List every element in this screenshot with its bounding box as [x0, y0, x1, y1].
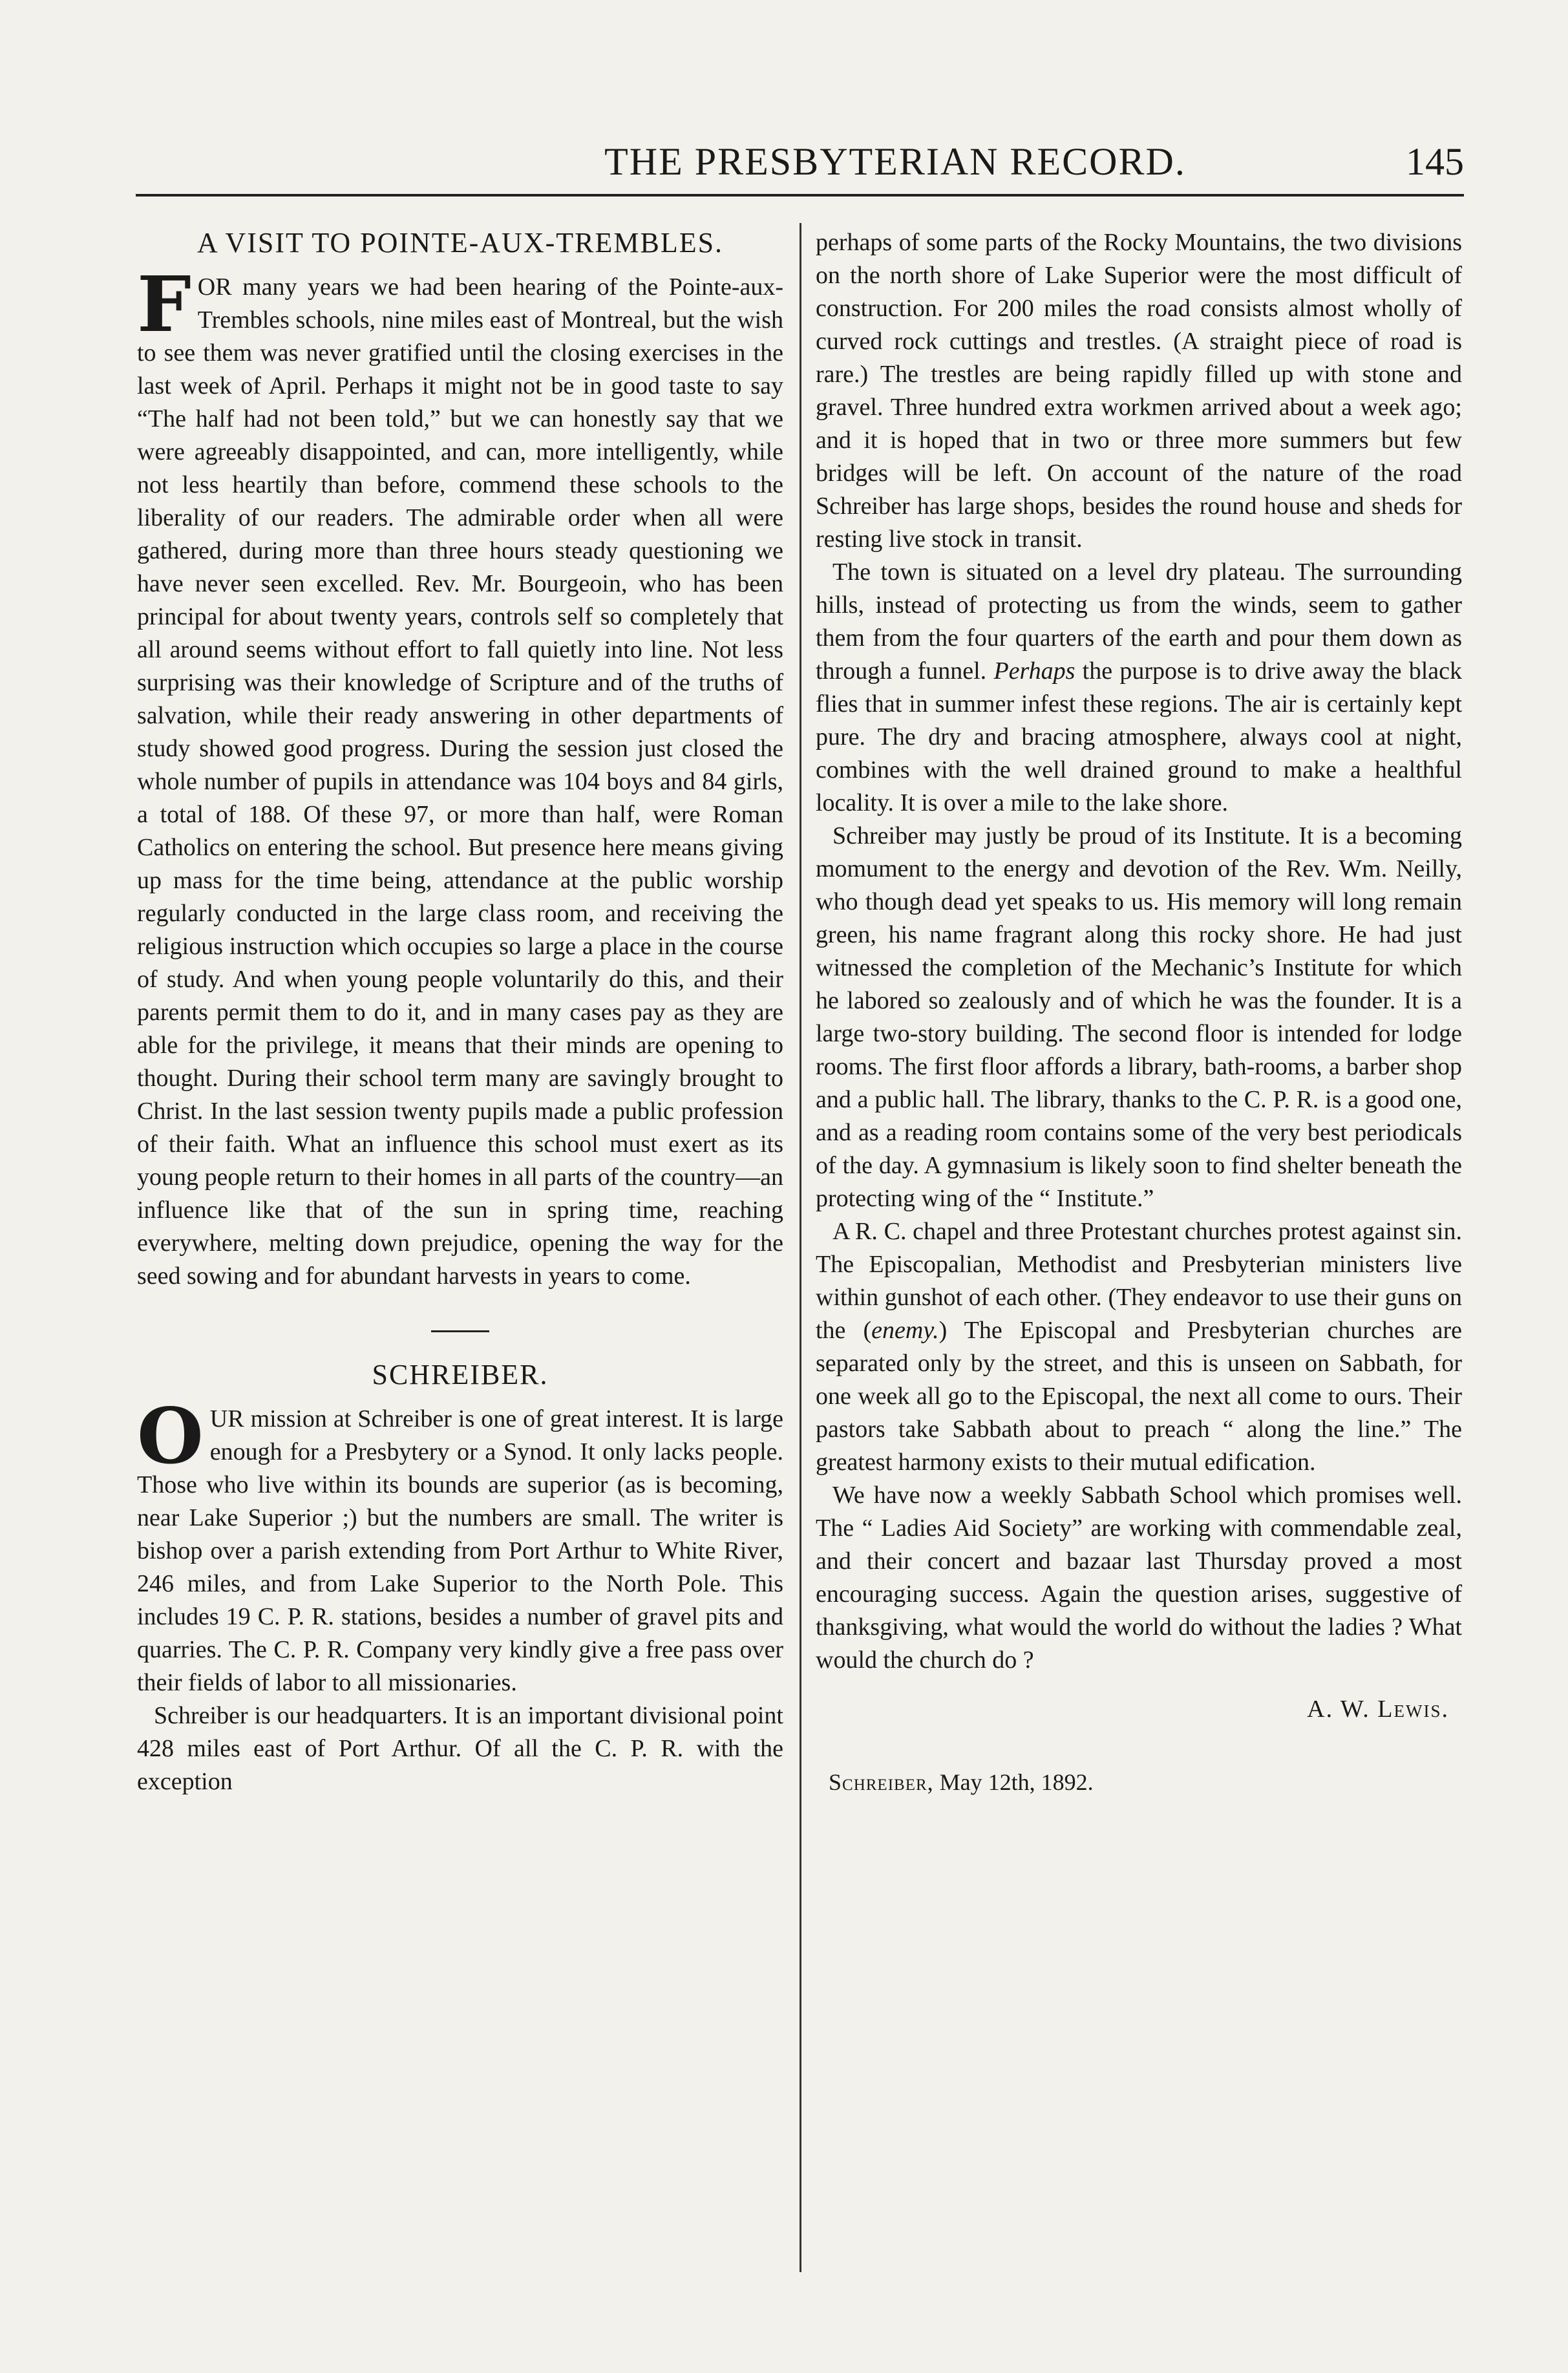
para6-italic: enemy.	[871, 1317, 939, 1344]
schreiber-paragraph-1-text: mission at Schreiber is one of great interest. It is large enough for a Presbytery or a Synod. It only lacks people. Those who live within its bounds are superior (as is becoming, near Lake Superior ;) but the numbers are small. The writer is bishop over a parish extending from Port Arthur to White River, 246 miles, and from Lake Superior to the North Pole. This includes 19 C. P. R. stations, besides a number of gravel pits and quarries. The C. P. R. Company very kindly give a free pass over their fields of labor to all missionaries.	[137, 1405, 783, 1696]
drop-cap-f: F	[137, 259, 191, 349]
left-column	[137, 226, 783, 1798]
article1-paragraph-1: many years we had been hearing of the Pointe-aux-Trembles schools, nine miles east of Montreal, but the wish to see them was never gratified until the closing exercises in the last week of April. Perhaps it might not be in good taste to say “The half had not been told,” but we can honestly say that we were agreeably disappointed, and can, more intelligently, while not less heartily than before, commend these schools to the liberality of our readers. The admirable order when all were gathered, during more than three hours steady questioning we have never seen excelled. Rev. Mr. Bourgeoin, who has been principal for about twenty years, controls self so completely that all around seems without effort to fall quietly into line. Not less surprising was their knowledge of Scripture and of the truths of salvation, while their ready answering in other departments of study showed good progress. During the session just closed the whole number of pupils in attendance was 104 boys and 84 girls, a total of 188. Of these 97, or more than half, were Roman Catholics on entering the school. But presence here means giving up mass for the time being, attendance at the public worship regularly conducted in the large class room, and receiving the religious instruction which occupies so large a place in the course of study. And when young people voluntarily do this, and their parents permit them to do it, and in many cases pay as they are able for the privilege, it means that their minds are opening to thought. During their school term many are savingly brought to Christ. In the last session twenty pupils made a public profession of their faith. What an influence this school must exert as its young people return to their homes in all parts of the country—an influence like that of the sun in spring time, reaching everywhere, melting down prejudice, opening the way for the seed sowing and for abundant harvests in years to come.	[137, 273, 783, 1290]
article-body-pointe-aux-trembles	[137, 259, 783, 1293]
para4-italic: Perhaps	[993, 657, 1075, 685]
schreiber-paragraph-5: Schreiber may justly be proud of its Institute. It is a becoming momument to the energy and devotion of the Rev. Wm. Neilly, who though dead yet speaks to us. His memory will long remain green, his name fragrant along this rocky shore. He had just witnessed the completion of the Mechanic’s Institute for which he labored so zealously and of which he was the founder. It is a large two-story building. The second floor is intended for lodge rooms. The first floor affords a library, bath-rooms, a barber shop and a public hall. The library, thanks to the C. P. R. is a good one, and as a reading room contains some of the very best periodicals of the day. A gymnasium is likely soon to find shelter beneath the protecting wing of the “ Institute.”	[816, 822, 1462, 1212]
para6-part-b: ) The Episcopal and Presbyterian churches are separated only by the street, and this is unseen on Sabbath, for one week all go to the Episcopal, the next all come to ours. Their pastors take Sabbath about to preach “ along the line.” The greatest harmony exists to their mutual edification.	[816, 1317, 1462, 1476]
header-rule	[136, 194, 1464, 197]
first-word-rest: OR	[197, 273, 232, 301]
schreiber-paragraph-4	[816, 556, 1462, 820]
dateline	[829, 1769, 1462, 1796]
article-title-schreiber: SCHREIBER.	[372, 1359, 549, 1390]
journal-title: THE PRESBYTERIAN RECORD.	[604, 140, 1186, 183]
schreiber-paragraph-7: We have now a weekly Sabbath School which promises well. The “ Ladies Aid Society” are working with commendable zeal, and their concert and bazaar last Thursday proved a most encouraging success. Again the question arises, suggestive of thanksgiving, what would the world do without the ladies ? What would the church do ?	[816, 1482, 1462, 1674]
page-number: 145	[1406, 140, 1464, 183]
author-signature: A. W. Lewis.	[1307, 1696, 1449, 1723]
para4-part-a: The town is situated on a level dry plateau. The surrounding hills, instead of protecting us from the winds, seem to gather them from the four quarters of the earth and pour them down as through a funnel.	[816, 559, 1462, 685]
column-divider	[800, 223, 801, 2272]
para6-part-a: A R. C. chapel and three Protestant churches protest against sin. The Episcopalian, Methodist and Presbyterian ministers live within gunshot of each other. (They endeavor to use their guns on the	[816, 1218, 1462, 1344]
para4-part-b: the purpose is to drive away the black flies that in summer infest these regions. The air is certainly kept pure. The dry and bracing atmosphere, always cool at night, combines with the well drained ground to make a healthful locality. It is over a mile to the lake shore.	[816, 657, 1463, 816]
first-word-rest: UR	[209, 1405, 244, 1432]
dateline-place: Schreiber,	[829, 1769, 934, 1795]
dateline-date: May 12th, 1892.	[939, 1769, 1094, 1795]
schreiber-paragraph-2: Schreiber is our headquarters. It is an important divisional point 428 miles east of Port Arthur. Of all the C. P. R. with the exception	[137, 1702, 783, 1795]
drop-cap-o: O	[137, 1391, 204, 1481]
schreiber-paragraph-3: perhaps of some parts of the Rocky Mountains, the two divisions on the north shore of Lake Superior were the most difficult of construction. For 200 miles the road consists almost wholly of curved rock cuttings and trestles. (A straight piece of road is rare.) The trestles are being rapidly filled up with stone and gravel. Three hundred extra workmen arrived about a week ago; and it is hoped that in two or three more summers but few bridges will be left. On account of the nature of the road Schreiber has large shops, besides the round house and sheds for resting live stock in transit.	[816, 229, 1462, 553]
schreiber-paragraph-6: A R. C. chapel and three Protestant churches protest against sin. The Episcopalian, Methodist and Presbyterian ministers live within gunshot of each other. (They endeavor to use their guns on the (enemy.) The Episcopal and Presbyterian churches are separated only by the street, and this is unseen on Sabbath, for one week all go to the Episcopal, the next all come to ours. Their pastors take Sabbath about to preach “ along the line.” The greatest harmony exists to their mutual edification.	[816, 1218, 1462, 1476]
article-title-pointe-aux-trembles: A VISIT TO POINTE-AUX-TREMBLES.	[196, 227, 724, 259]
schreiber-paragraph-1	[137, 1391, 783, 1699]
right-column	[816, 226, 1462, 1796]
section-divider	[431, 1330, 489, 1332]
page-header	[132, 134, 1464, 186]
